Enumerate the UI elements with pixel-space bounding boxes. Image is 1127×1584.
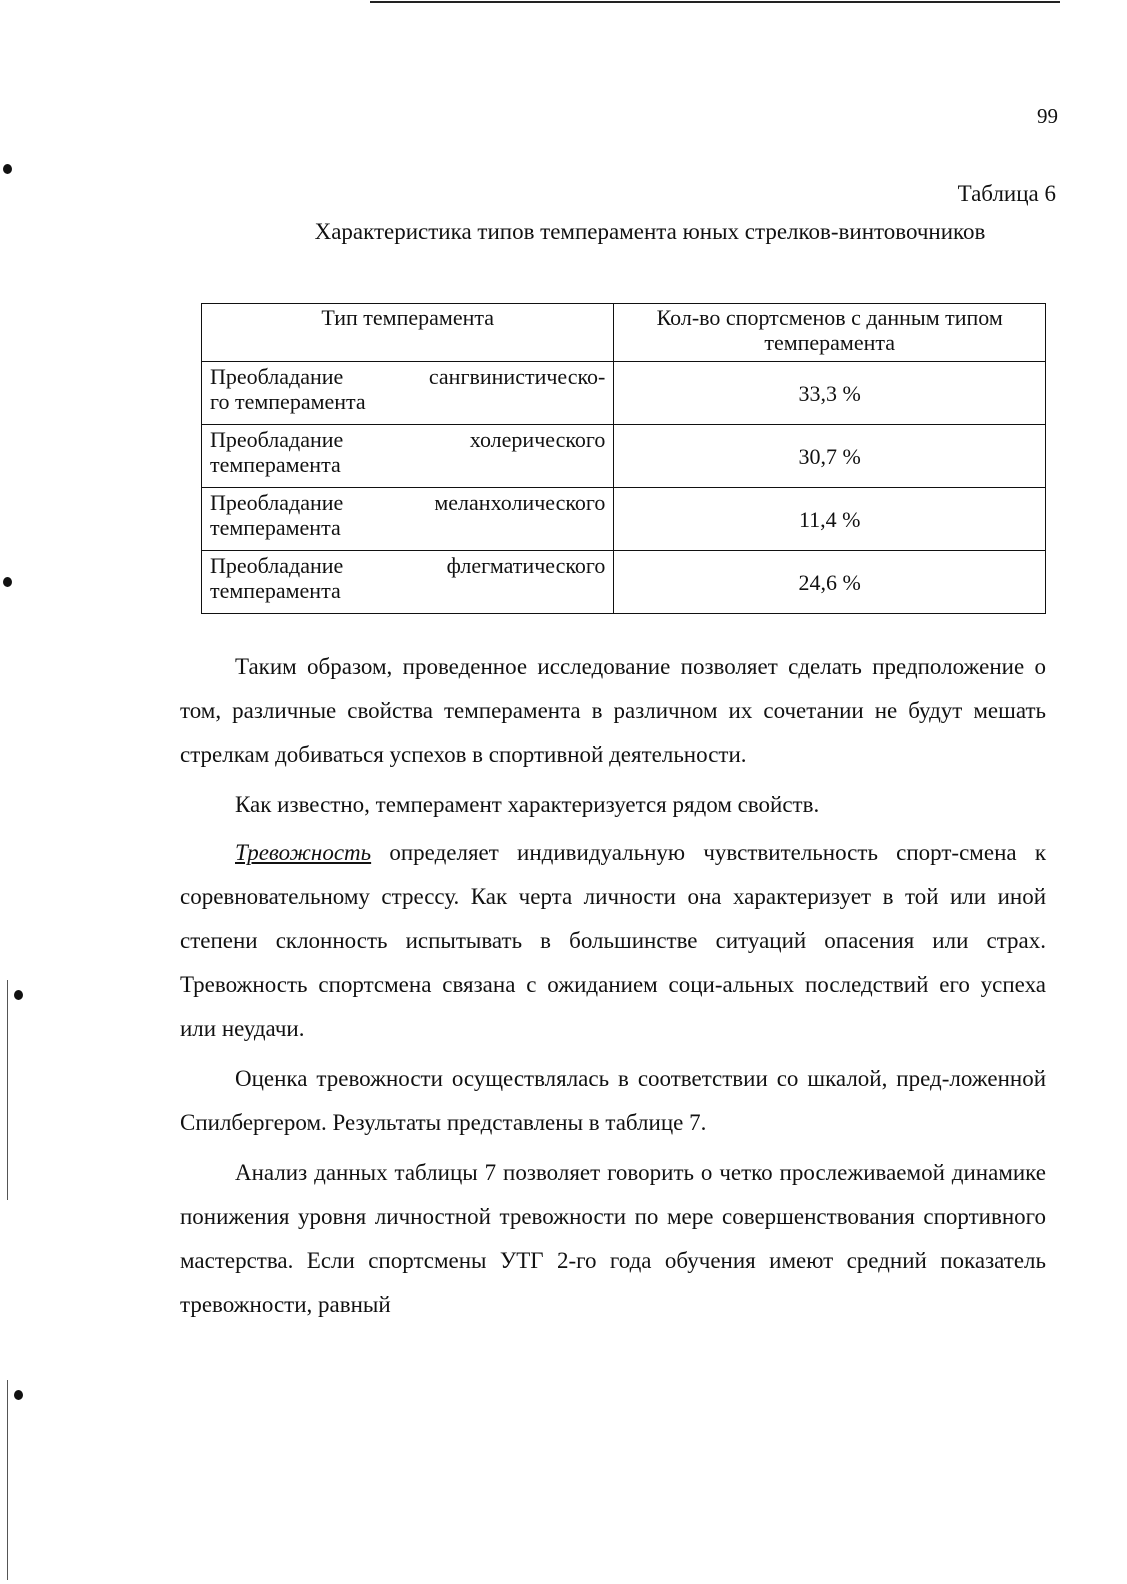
type-line: темперамента xyxy=(210,452,341,477)
table-header-row xyxy=(202,304,1046,362)
column-header-type: Тип темперамента xyxy=(202,304,614,362)
type-line: Преобладание флегматического xyxy=(210,553,606,578)
top-border-line xyxy=(370,1,1060,3)
table-row xyxy=(202,362,1046,425)
paragraph-anxiety xyxy=(180,831,1046,1051)
punch-hole-mark xyxy=(14,1390,23,1400)
table-label: Таблица 6 xyxy=(957,181,1056,206)
punch-hole-mark xyxy=(14,990,23,1000)
type-line: темперамента xyxy=(210,578,341,603)
type-line: Преобладание холерического xyxy=(210,427,606,452)
type-line: го темперамента xyxy=(210,389,366,414)
table-title: Характеристика типов темперамента юных стрелков-винтовочников xyxy=(314,219,986,244)
paragraph-anxiety-text: определяет индивидуальную чувствительность спорт-смена к соревновательному стрессу. Как черта личности она характеризует в той или иной степени склонность испытывать в большинстве ситуаций опасения или страх. Тревожность спортсмена связана с ожиданием соци-альных последствий его успеха или неудачи. xyxy=(180,840,1046,1041)
paragraph-conclusion: Таким образом, проведенное исследование позволяет сделать предположение о том, различные свойства темперамента в различном их сочетании не будут мешать стрелкам добиваться успехов в спортивной деятельности. xyxy=(180,654,1046,767)
type-line: темперамента xyxy=(210,515,341,540)
percentage-cell: 30,7 % xyxy=(614,425,1046,488)
temperament-type-cell xyxy=(202,488,614,551)
scan-edge-line xyxy=(7,980,8,1200)
temperament-type-cell xyxy=(202,551,614,614)
type-line: Преобладание меланхолического xyxy=(210,490,606,515)
percentage-cell: 24,6 % xyxy=(614,551,1046,614)
table-row xyxy=(202,425,1046,488)
percentage-cell: 11,4 % xyxy=(614,488,1046,551)
scan-edge-line xyxy=(7,1380,8,1580)
table-row xyxy=(202,551,1046,614)
temperament-table xyxy=(201,303,1046,614)
punch-hole-mark xyxy=(3,577,12,587)
punch-hole-mark xyxy=(3,164,12,174)
term-anxiety: Тревожность xyxy=(235,840,372,865)
body-text xyxy=(180,645,1046,1333)
table-row xyxy=(202,488,1046,551)
type-line: Преобладание сангвинистическо- xyxy=(210,364,606,389)
temperament-type-cell xyxy=(202,425,614,488)
page-number: 99 xyxy=(1037,104,1058,128)
percentage-cell: 33,3 % xyxy=(614,362,1046,425)
column-header-count: Кол-во спортсменов с данным типом темперамента xyxy=(614,304,1046,362)
paragraph-assessment: Оценка тревожности осуществлялась в соответствии со шкалой, пред-ложенной Спилбергером. Результаты представлены в таблице 7. xyxy=(180,1066,1046,1135)
paragraph-analysis: Анализ данных таблицы 7 позволяет говорить о четко прослеживаемой динамике понижения уровня личностной тревожности по мере совершенствования спортивного мастерства. Если спортсмены УТГ 2-го года обучения имеют средний показатель тревожности, равный xyxy=(180,1160,1046,1317)
temperament-type-cell xyxy=(202,362,614,425)
paragraph-properties: Как известно, темперамент характеризуется рядом свойств. xyxy=(235,792,820,817)
